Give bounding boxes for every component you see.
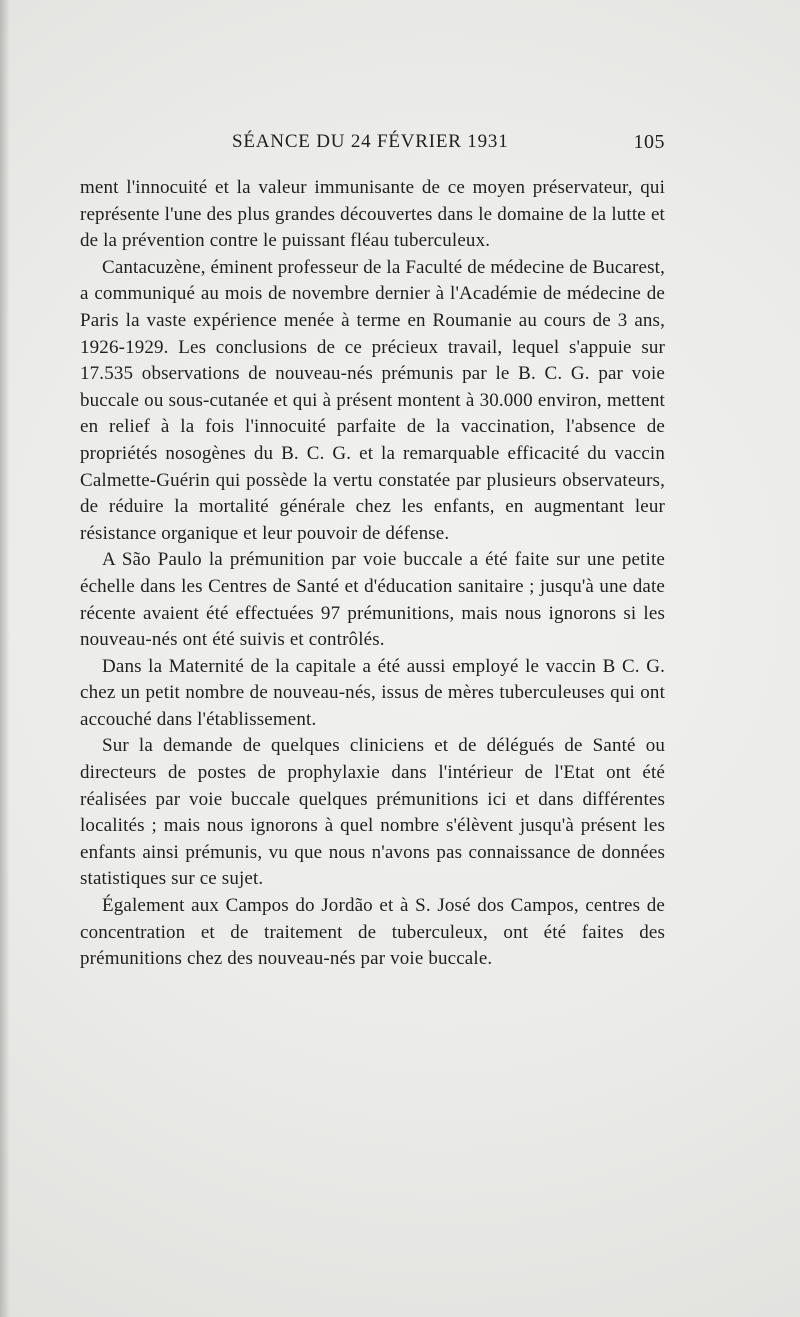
paragraph-maternite: Dans la Maternité de la capitale a été aussi employé le vaccin B C. G. chez un petit nombre de nouveau-nés, issus de mères tuberculeuses qui ont accouché dans l'établissement. (80, 655, 665, 730)
paragraph-campos: Également aux Campos do Jordão et à S. José dos Campos, centres de concentration et de traitement de tuberculeux, ont été faites des prémunitions chez des nouveau-nés par voie buccale. (80, 895, 665, 970)
paragraph-cliniciens: Sur la demande de quelques cliniciens et de délégués de Santé ou directeurs de postes de prophylaxie dans l'intérieur de l'Etat ont été réalisées par voie buccale quelques prémunitions ici et dans différentes localités ; mais nous ignorons à quel nombre s'élèvent jusqu'à présent les enfants ainsi prémunis, vu que nous n'avons pas connaissance de données statistiques sur ce sujet. (80, 735, 665, 890)
body-text (80, 175, 665, 973)
running-title: SÉANCE DU 24 FÉVRIER 1931 (232, 131, 509, 152)
running-header (80, 131, 665, 161)
binding-edge (0, 0, 10, 1317)
paragraph-cantacuzene: Cantacuzène, éminent professeur de la Faculté de médecine de Bucarest, a communiqué au mois de novembre dernier à l'Académie de médecine de Paris la vaste expérience menée à terme en Roumanie au cours de 3 ans, 1926-1929. Les conclusions de ce précieux travail, lequel s'appuie sur 17.535 observations de nouveau-nés prémunis par le B. C. G. par voie buccale ou sous-cutanée et qui à présent montent à 30.000 environ, mettent en relief à la fois l'innocuité parfaite de la vaccination, l'absence de propriétés nosogènes du B. C. G. et la remarquable efficacité du vaccin Calmette-Guérin qui possède la vertu constatée par plusieurs observateurs, de réduire la mortalité générale chez les enfants, en augmentant leur résistance organique et leur pouvoir de défense. (80, 256, 665, 544)
paragraph-continued: ment l'innocuité et la valeur immunisante de ce moyen préservateur, qui représente l'une des plus grandes découvertes dans le domaine de la lutte et de la prévention contre le puissant fléau tuberculeux. (80, 177, 665, 252)
paragraph-sao-paulo: A São Paulo la prémunition par voie buccale a été faite sur une petite échelle dans les Centres de Santé et d'éducation sanitaire ; jusqu'à une date récente avaient été effectuées 97 prémunitions, mais nous ignorons si les nouveau-nés ont été suivis et contrôlés. (80, 549, 665, 651)
page-number: 105 (633, 131, 665, 153)
